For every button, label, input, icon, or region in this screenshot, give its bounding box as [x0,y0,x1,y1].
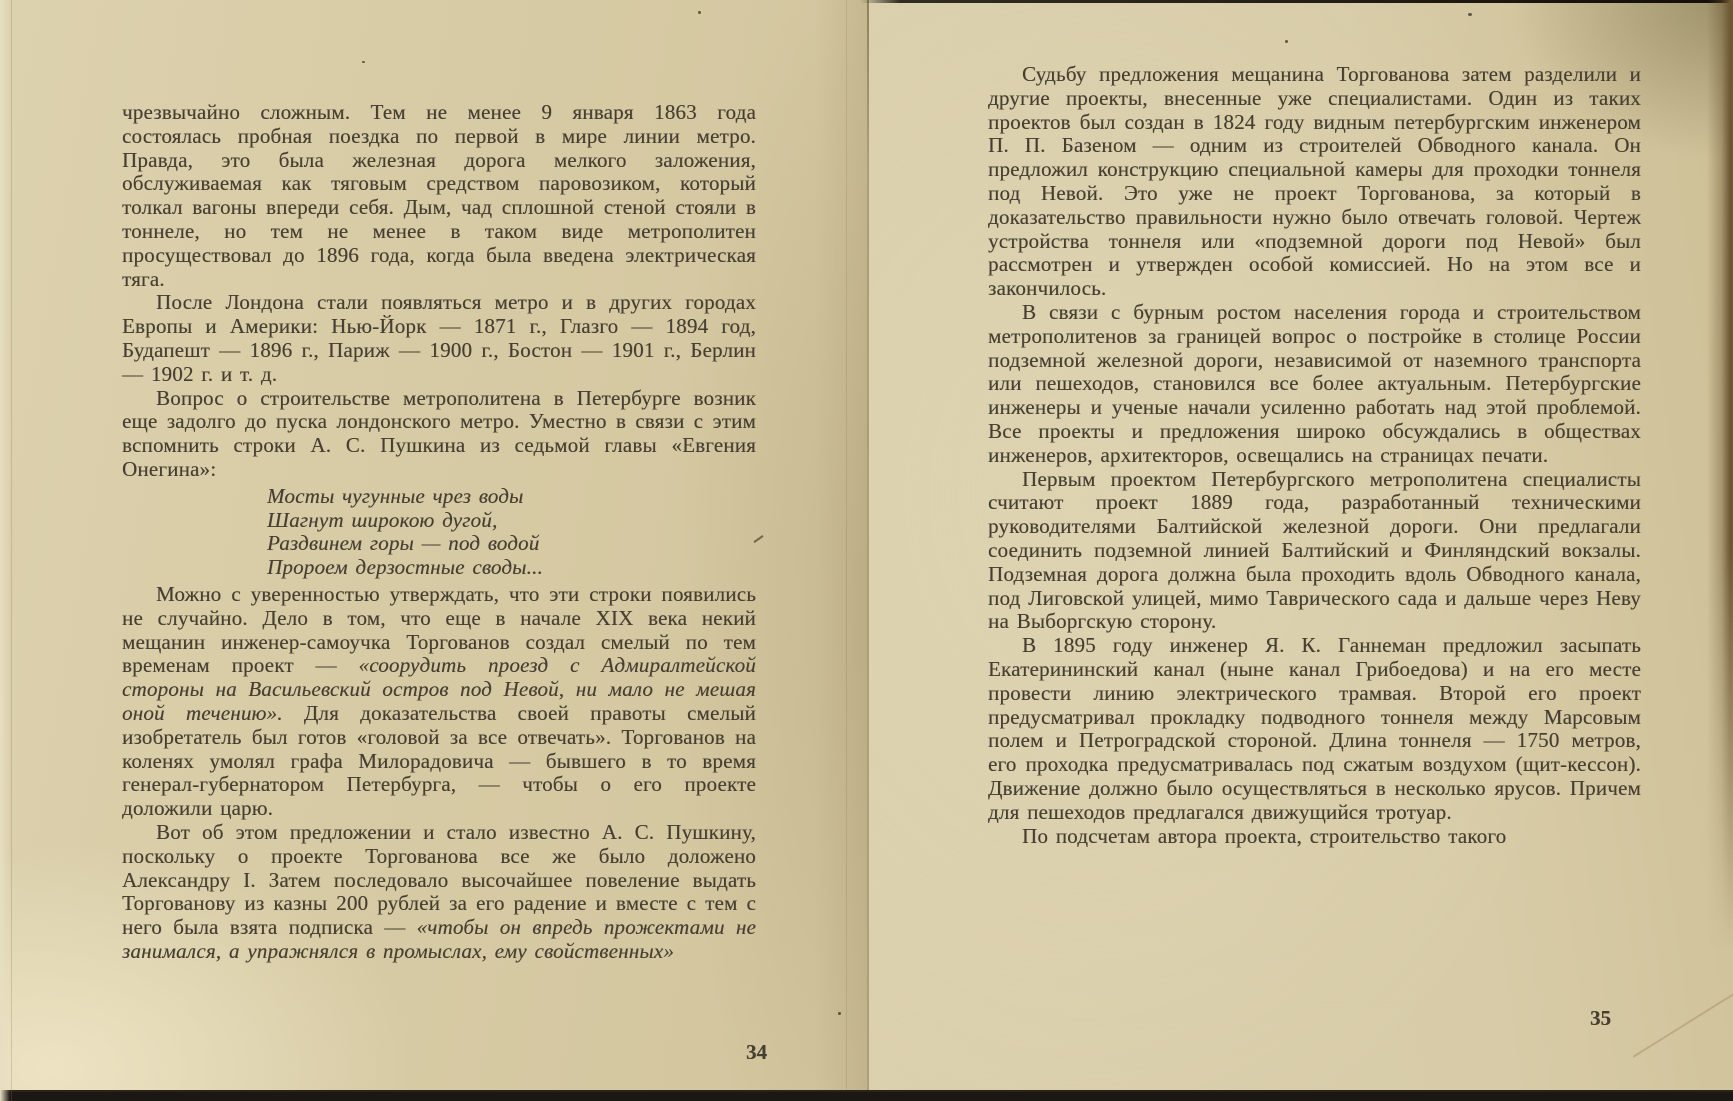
page-number-left: 34 [746,1040,767,1064]
verse-line: Пророем дерзостные своды... [267,555,543,580]
page-right-text-column [988,63,1641,848]
paragraph [988,825,1641,849]
paragraph-text: После Лондона стали появляться метро и в других городах Европы и Америки: Нью-Йорк — 1871 г., Глазго — 1894 год, Будапешт — 1896 г., Париж — 1900 г., Бостон — 1901 г., Берлин — 1902 г. и т. д. [122,290,756,386]
page-right [867,0,1733,1101]
verse-line: Раздвинем горы — под водой [267,531,540,556]
paragraph-text: чрезвычайно сложным. Тем не менее 9 января 1863 года состоялась пробная поездка по первой в мире линии метро. Правда, это была железная дорога мелкого заложения, обслуживаемая как тяговым средством паровозиком, который толкал вагоны впереди себя. Дым, чад сплошной стеной стояли в тоннеле, но тем не менее в таком виде метрополитен просуществовал до 1896 года, когда была введена электрическая тяга. [122,100,756,291]
paragraph-text: В связи с бурным ростом населения города и строительством метрополитенов за границей вопрос о постройке в столице России подземной железной дороги, независимой от наземного транспорта или пешеходов, становился все более актуальным. Петербургские инженеры и ученые начали усиленно работать над этой проблемой. Все проекты и предложения широко обсуждались в обществах инженеров, архитекторов, освещались на страницах печати. [988,299,1641,467]
paragraph [122,583,756,821]
paragraph [122,387,756,482]
paragraph-text: Первым проектом Петербургского метрополитена специалисты считают проект 1889 года, разработанный техническими руководителями Балтийской железной дороги. Они предлагали соединить подземной линией Балтийский и Финляндский вокзалы. Подземная дорога должна была проходить вдоль Обводного канала, под Лиговской улицей, мимо Таврического сада и дальше через Неву на Выборгскую сторону. [988,466,1641,634]
verse-quote [267,485,756,580]
paragraph [988,63,1641,301]
paragraph-text: В 1895 году инженер Я. К. Ганнеман предложил засыпать Екатерининский канал (ныне канал Грибоедова) и на его месте провести линию электрического трамвая. Второй его проект предусматривал прокладку подводного тоннеля между Марсовым полем и Петроградской стороной. Длина тоннеля — 1750 метров, его проходка предусматривалась под сжатым воздухом (щит-кессон). Движение должно было осуществляться в несколько ярусов. Причем для пешеходов предлагался движущийся тротуар. [988,633,1641,824]
paragraph-text-italic: «чтобы он впредь прожектами не занимался, а упражнялся в промыслах, ему свойственных» [122,915,756,963]
paragraph-text-italic: «соорудить проезд с Адмиралтейской стороны на Васильевский остров под Невой, ни мало не мешая оной течению». [122,653,756,725]
paragraph [122,101,756,291]
paragraph-text: Судьбу предложения мещанина Торгованова затем разделили и другие проекты, внесенные уже специалистами. Один из таких проектов был создан в 1824 году видным петербургским инженером П. П. Базеном — одним из строителей Обводного канала. Он предложил конструкцию специальной камеры для проходки тоннеля под Невой. Это уже не проект Торгованова, за который в доказательство правильности нужно было отвечать головой. Чертеж устройства тоннеля или «подземной дороги под Невой» был рассмотрен и утвержден особой комиссией. Но на этом все и закончилось. [988,62,1641,301]
paragraph [122,821,756,964]
paragraph [988,468,1641,635]
paragraph-text: Можно с уверенностью утверждать, что эти строки появились не случайно. Дело в том, что еще в начале XIX века некий мещанин инженер-самоучка Торгованов создал смелый по тем временам проект — [122,581,756,678]
paragraph-text: Вот об этом предложении и стало известно А. С. Пушкину, поскольку о проекте Торгованова все же было доложено Александру I. Затем последовало высочайшее повеление выдать Торгованову из казны 200 рублей за его радение и вместе с тем с него была взята подписка — [122,819,756,940]
paragraph [988,634,1641,824]
paragraph-text: Для доказательства своей правоты смелый изобретатель был готов «головой за все отвечать». Торгованов на коленях умолял графа Милорадовича — бывшего в то время генерал-губернатором Петербурга, — чтобы о его проекте доложили царю. [122,700,756,821]
paragraph-text: Вопрос о строительстве метрополитена в Петербурге возник еще задолго до пуска лондонского метро. Уместно в связи с этим вспомнить строки А. С. Пушкина из седьмой главы «Евгения Онегина»: [122,385,756,481]
paragraph-text: По подсчетам автора проекта, строительство такого [1022,823,1507,848]
paragraph [988,301,1641,468]
page-number-right: 35 [1590,1006,1611,1030]
verse-line: Мосты чугунные чрез воды [267,483,524,508]
paragraph [122,291,756,386]
page-left-text-column [122,101,756,964]
verse-line: Шагнут широкою дугой, [267,507,498,532]
